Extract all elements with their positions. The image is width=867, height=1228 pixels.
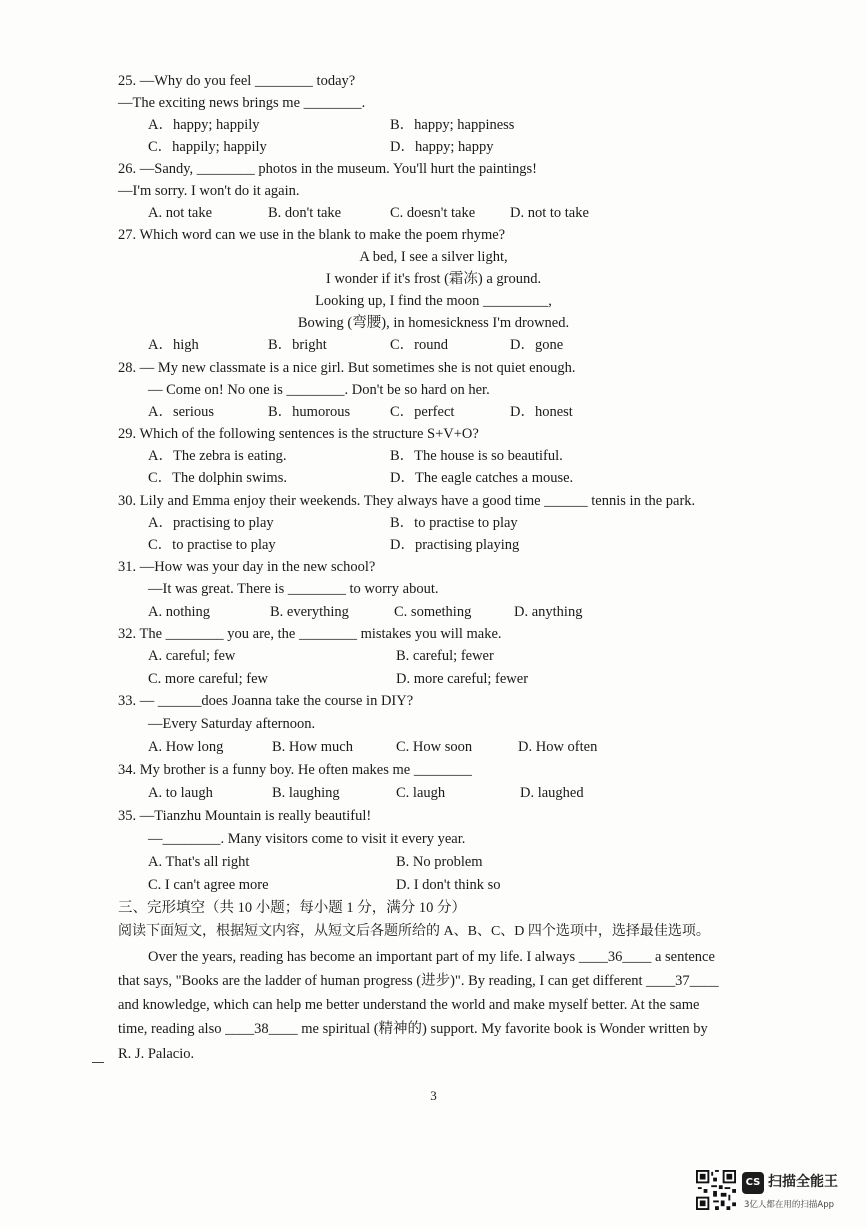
q28-option-d[interactable]: D．honest <box>510 404 573 420</box>
q25-line-1: 25. —Why do you feel ________ today? <box>118 73 356 89</box>
q34-option-d[interactable]: D. laughed <box>520 785 584 801</box>
q35-line-1: 35. —Tianzhu Mountain is really beautiful! <box>118 808 372 824</box>
q30-line-1: 30. Lily and Emma enjoy their weekends. They always have a good time ______ tennis in the park. <box>118 493 696 509</box>
q31-number: 31. <box>118 559 137 575</box>
q27-option-b[interactable]: B．bright <box>268 337 327 353</box>
q31-option-a[interactable]: A. nothing <box>148 604 211 620</box>
passage-line-4: time, reading also ____38____ me spiritual (精神的) support. My favorite book is Wonder written by <box>118 1021 708 1037</box>
q31-option-d[interactable]: D. anything <box>514 604 583 620</box>
q32-option-b[interactable]: B. careful; fewer <box>396 648 494 664</box>
q33-number: 33. <box>118 693 137 709</box>
scanner-footer <box>696 1170 856 1214</box>
q28-line-2: — Come on! No one is ________. Don't be so hard on her. <box>148 382 490 398</box>
poem-line-3: Looking up, I find the moon _________, <box>315 293 552 309</box>
q25-number: 25. <box>118 73 137 89</box>
q28-line-1: 28. — My new classmate is a nice girl. But sometimes she is not quiet enough. <box>118 360 576 376</box>
q26-option-b[interactable]: B. don't take <box>268 205 342 221</box>
q35-option-c[interactable]: C. I can't agree more <box>148 877 269 893</box>
poem-line-2: I wonder if it's frost (霜冻) a ground. <box>325 271 542 287</box>
q28-number: 28. <box>118 360 137 376</box>
q27-option-d[interactable]: D．gone <box>510 337 564 353</box>
q34-number: 34. <box>118 762 137 778</box>
passage-line-3: and knowledge, which can help me better understand the world and make myself better. At the same <box>118 997 700 1013</box>
passage-line-5: R. J. Palacio. <box>118 1046 195 1062</box>
q35-option-d[interactable]: D. I don't think so <box>396 877 501 893</box>
q26-option-d[interactable]: D. not to take <box>510 205 589 221</box>
q27-option-a[interactable]: A．high <box>148 337 199 353</box>
q34-line-1: 34. My brother is a funny boy. He often makes me ________ <box>118 762 472 778</box>
q31-line-1: 31. —How was your day in the new school? <box>118 559 376 575</box>
poem-line-1: A bed, I see a silver light, <box>359 249 508 265</box>
q32-option-c[interactable]: C. more careful; few <box>148 671 268 687</box>
passage-line-2: that says, "Books are the ladder of human progress (进步)". By reading, I can get different ____37____ <box>118 973 719 989</box>
q29-number: 29. <box>118 426 137 442</box>
margin-mark <box>92 1062 104 1063</box>
poem-line-4: Bowing (弯腰), in homesickness I'm drowned. <box>297 315 570 331</box>
q33-option-c[interactable]: C. How soon <box>396 739 473 755</box>
q30-option-a[interactable]: A．practising to play <box>148 515 274 531</box>
q34-option-a[interactable]: A. to laugh <box>148 785 213 801</box>
q26-option-c[interactable]: C. doesn't take <box>390 205 476 221</box>
q29-option-d[interactable]: D．The eagle catches a mouse. <box>390 470 574 486</box>
q33-option-a[interactable]: A. How long <box>148 739 224 755</box>
qr-code-icon <box>696 1170 736 1210</box>
section-instruction: 阅读下面短文，根据短文内容，从短文后各题所给的 A、B、C、D 四个选项中，选择最佳选项。 <box>118 924 710 939</box>
q25-option-a[interactable]: A．happy; happily <box>148 117 260 133</box>
q31-option-c[interactable]: C. something <box>394 604 472 620</box>
q35-number: 35. <box>118 808 137 824</box>
q31-option-b[interactable]: B. everything <box>270 604 349 620</box>
q35-line-2: —________. Many visitors come to visit it every year. <box>148 831 466 847</box>
q32-option-d[interactable]: D. more careful; fewer <box>396 671 529 687</box>
q30-number: 30. <box>118 493 137 509</box>
q28-option-c[interactable]: C．perfect <box>390 404 455 420</box>
q25-option-c[interactable]: C．happily; happily <box>148 139 267 155</box>
q29-option-a[interactable]: A．The zebra is eating. <box>148 448 287 464</box>
q29-line-1: 29. Which of the following sentences is the structure S+V+O? <box>118 426 479 442</box>
q26-number: 26. <box>118 161 137 177</box>
section-heading: 三、完形填空（共 10 小题；每小题 1 分，满分 10 分） <box>118 900 466 916</box>
q33-line-2: —Every Saturday afternoon. <box>148 716 316 732</box>
q29-option-b[interactable]: B．The house is so beautiful. <box>390 448 563 464</box>
q27-option-c[interactable]: C．round <box>390 337 448 353</box>
q32-number: 32. <box>118 626 137 642</box>
q25-option-b[interactable]: B．happy; happiness <box>390 117 515 133</box>
q31-line-2: —It was great. There is ________ to worry about. <box>148 581 439 597</box>
q32-option-a[interactable]: A. careful; few <box>148 648 236 664</box>
camscanner-logo-icon: CS <box>742 1172 764 1194</box>
q30-option-b[interactable]: B．to practise to play <box>390 515 518 531</box>
q28-option-a[interactable]: A．serious <box>148 404 215 420</box>
q35-option-a[interactable]: A. That's all right <box>148 854 250 870</box>
q35-option-b[interactable]: B. No problem <box>396 854 483 870</box>
page-number: 3 <box>430 1088 437 1103</box>
q34-option-c[interactable]: C. laugh <box>396 785 446 801</box>
q33-option-b[interactable]: B. How much <box>272 739 353 755</box>
q33-option-d[interactable]: D. How often <box>518 739 598 755</box>
q32-line-1: 32. The ________ you are, the ________ mistakes you will make. <box>118 626 502 642</box>
q27-line-1: 27. Which word can we use in the blank to make the poem rhyme? <box>118 227 506 243</box>
passage-line-1: Over the years, reading has become an important part of my life. I always ____36____ a sentence <box>148 949 715 965</box>
q33-line-1: 33. — ______does Joanna take the course in DIY? <box>118 693 414 709</box>
q25-line-2: —The exciting news brings me ________. <box>118 95 366 111</box>
q26-line-1: 26. —Sandy, ________ photos in the museum. You'll hurt the paintings! <box>118 161 537 177</box>
q30-option-d[interactable]: D．practising playing <box>390 537 520 553</box>
q29-option-c[interactable]: C．The dolphin swims. <box>148 470 287 486</box>
q25-option-d[interactable]: D．happy; happy <box>390 139 494 155</box>
scanner-tagline: 3亿人都在用的扫描App <box>744 1200 835 1210</box>
q26-option-a[interactable]: A. not take <box>148 205 213 221</box>
q30-option-c[interactable]: C．to practise to play <box>148 537 276 553</box>
q28-option-b[interactable]: B．humorous <box>268 404 351 420</box>
q26-line-2: —I'm sorry. I won't do it again. <box>118 183 300 199</box>
scanner-brand: 扫描全能王 <box>768 1174 838 1190</box>
q34-option-b[interactable]: B. laughing <box>272 785 340 801</box>
q27-number: 27. <box>118 227 137 243</box>
